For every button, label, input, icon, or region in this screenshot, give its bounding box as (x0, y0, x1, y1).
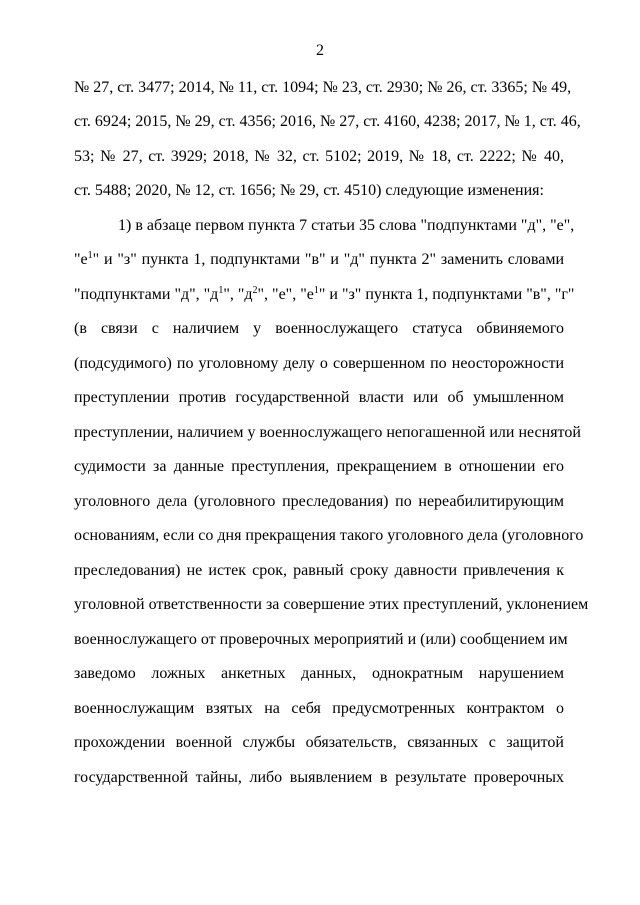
text-line-18: заведомо ложных анкетных данных, однократным нарушением (74, 665, 564, 682)
text-line-20: прохождении военной службы обязательств, связанных с защитой (74, 734, 564, 751)
text-line-5: 1) в абзаце первом пункта 7 статьи 35 слова "подпунктами "д", "е", (118, 217, 575, 234)
text-line-13: уголовного дела (уголовного преследования) по нереабилитирующим (74, 493, 564, 510)
text-line-9: (подсудимого) по уголовному делу о совершенном по неосторожности (74, 355, 564, 372)
text-line-4: ст. 5488; 2020, № 12, ст. 1656; № 29, ст. 4510) следующие изменения: (74, 182, 544, 199)
text-fragment: ", "д (223, 286, 253, 303)
text-line-3: 53; № 27, ст. 3929; 2018, № 32, ст. 5102; 2019, № 18, ст. 2222; № 40, (74, 148, 564, 165)
text-line-15: преследования) не истек срок, равный сроку давности привлечения к (74, 562, 564, 579)
superscript: 2 (252, 285, 258, 296)
text-line-21: государственной тайны, либо выявлением в результате проверочных (74, 769, 564, 786)
text-fragment: "подпунктами "д", "д (74, 286, 219, 303)
text-line-16: уголовной ответственности за совершение этих преступлений, уклонением (74, 596, 589, 613)
text-line-12: судимости за данные преступления, прекращением в отношении его (74, 458, 564, 475)
text-line-1: № 27, ст. 3477; 2014, № 11, ст. 1094; № 23, ст. 2930; № 26, ст. 3365; № 49, (74, 79, 572, 96)
text-line-17: военнослужащего от проверочных мероприятий и (или) сообщением им (74, 631, 568, 648)
page-number: 2 (316, 42, 324, 59)
text-fragment: " и "з" пункта 1, подпунктами "в" и "д" пункта 2" заменить словами (92, 251, 564, 268)
text-line-10: преступлении против государственной власти или об умышленном (74, 389, 564, 406)
text-line-8: (в связи с наличием у военнослужащего статуса обвиняемого (74, 320, 564, 337)
text-fragment: "е (74, 251, 88, 268)
text-line-6 (74, 250, 564, 270)
superscript: 1 (218, 285, 224, 296)
text-fragment: " и "з" пункта 1, подпунктами "в", "г" (318, 286, 575, 303)
text-line-7 (74, 285, 575, 305)
text-fragment: ", "е", "е (257, 286, 314, 303)
text-line-14: основаниям, если со дня прекращения такого уголовного дела (уголовного (74, 527, 584, 544)
text-line-2: ст. 6924; 2015, № 29, ст. 4356; 2016, № 27, ст. 4160, 4238; 2017, № 1, ст. 46, (74, 113, 581, 130)
text-line-19: военнослужащим взятых на себя предусмотренных контрактом о (74, 700, 564, 717)
superscript: 1 (87, 250, 93, 261)
superscript: 1 (313, 285, 319, 296)
text-line-11: преступлении, наличием у военнослужащего непогашенной или неснятой (74, 424, 581, 441)
